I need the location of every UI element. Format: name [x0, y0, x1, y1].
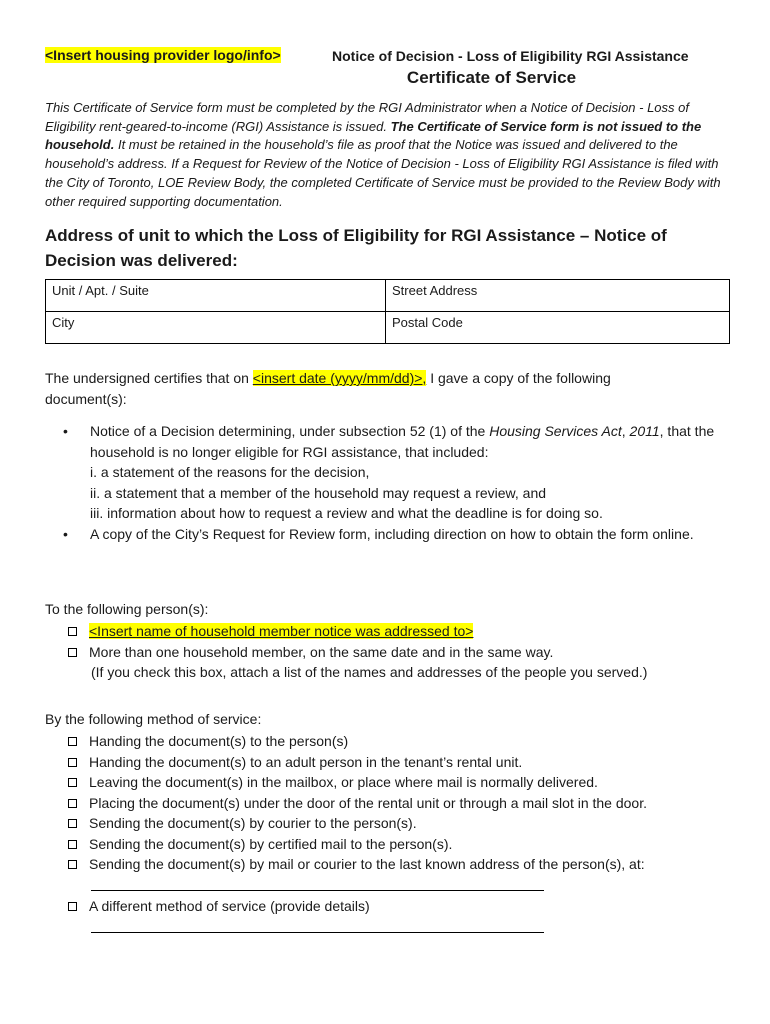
last-known-address-line[interactable]	[91, 890, 544, 891]
intro-bold-note: The Certificate of Service form is not issued to the household.	[45, 118, 702, 153]
list-item: • A copy of the City’s Request for Review form, including direction on how to obtain the form online.	[45, 524, 725, 545]
date-placeholder[interactable]: <insert date (yyyy/mm/dd)>,	[252, 370, 427, 386]
method-option[interactable]: Sending the document(s) by certified mail to the person(s).	[68, 834, 452, 855]
documents-list	[45, 421, 725, 544]
persons-label: To the following person(s):	[45, 601, 209, 617]
other-method-details-line[interactable]	[91, 932, 544, 933]
address-section-heading: Address of unit to which the Loss of Eligibility for RGI Assistance – Notice of Decision was delivered:	[45, 226, 667, 270]
checkbox-icon[interactable]	[68, 648, 77, 657]
bullet-icon: •	[63, 525, 68, 542]
street-address-field[interactable]: Street Address	[386, 280, 730, 312]
checkbox-icon[interactable]	[68, 860, 77, 869]
postal-code-field[interactable]: Postal Code	[386, 312, 730, 344]
checkbox-icon[interactable]	[68, 627, 77, 636]
method-option-other[interactable]: A different method of service (provide details)	[68, 896, 370, 917]
method-option[interactable]: Placing the document(s) under the door of the rental unit or through a mail slot in the door.	[68, 793, 647, 814]
checkbox-icon[interactable]	[68, 840, 77, 849]
certificate-title: Certificate of Service	[406, 68, 577, 87]
checkbox-icon[interactable]	[68, 902, 77, 911]
unit-field[interactable]: Unit / Apt. / Suite	[46, 280, 386, 312]
checkbox-icon[interactable]	[68, 778, 77, 787]
method-option[interactable]: Handing the document(s) to an adult person in the tenant’s rental unit.	[68, 752, 522, 773]
document-title: Notice of Decision - Loss of Eligibility RGI Assistance	[332, 48, 689, 64]
intro-paragraph: This Certificate of Service form must be completed by the RGI Administrator when a Notice of Decision - Loss of Eligibility rent-geared-to-income (RGI) Assistance is issued. The Certificate of Service form is not issued to the household. It must be retained in the household’s file as proof that the Notice was issued and delivered to the household’s address. If a Request for Review of the Notice of Decision - Loss of Eligibility RGI Assistance is filed with the City of Toronto, LOE Review Body, the completed Certificate of Service must be provided to the Review Body with other required supporting documentation.	[45, 100, 721, 209]
certification-statement: The undersigned certifies that on <insert date (yyyy/mm/dd)>, I gave a copy of the following document(s):	[45, 370, 611, 407]
bullet-icon: •	[63, 423, 68, 439]
checkbox-icon[interactable]	[68, 737, 77, 746]
address-table	[45, 279, 730, 344]
method-option[interactable]: Sending the document(s) by mail or courier to the last known address of the person(s), at:	[68, 854, 645, 875]
method-option[interactable]: Handing the document(s) to the person(s)	[68, 731, 348, 752]
person-option-multiple[interactable]: More than one household member, on the same date and in the same way.	[68, 642, 553, 663]
checkbox-icon[interactable]	[68, 799, 77, 808]
checkbox-icon[interactable]	[68, 758, 77, 767]
list-item: • Notice of a Decision determining, under subsection 52 (1) of the Housing Services Act, 2011, that the household is no longer eligible for RGI assistance, that included: i. a statement of the reasons for the decision, ii. a statement that a member of the household may request a review, and iii. information about how to request a review and what the deadline is for doing so.	[63, 423, 715, 521]
housing-provider-logo-placeholder: <Insert housing provider logo/info>	[45, 47, 281, 63]
method-label: By the following method of service:	[45, 711, 262, 727]
checkbox-icon[interactable]	[68, 819, 77, 828]
method-option[interactable]: Sending the document(s) by courier to the person(s).	[68, 813, 417, 834]
method-option[interactable]: Leaving the document(s) in the mailbox, or place where mail is normally delivered.	[68, 772, 598, 793]
city-field[interactable]: City	[46, 312, 386, 344]
person-option-named[interactable]: <Insert name of household member notice was addressed to>	[68, 621, 473, 642]
multiple-persons-note: (If you check this box, attach a list of the names and addresses of the people you served.)	[91, 664, 648, 680]
